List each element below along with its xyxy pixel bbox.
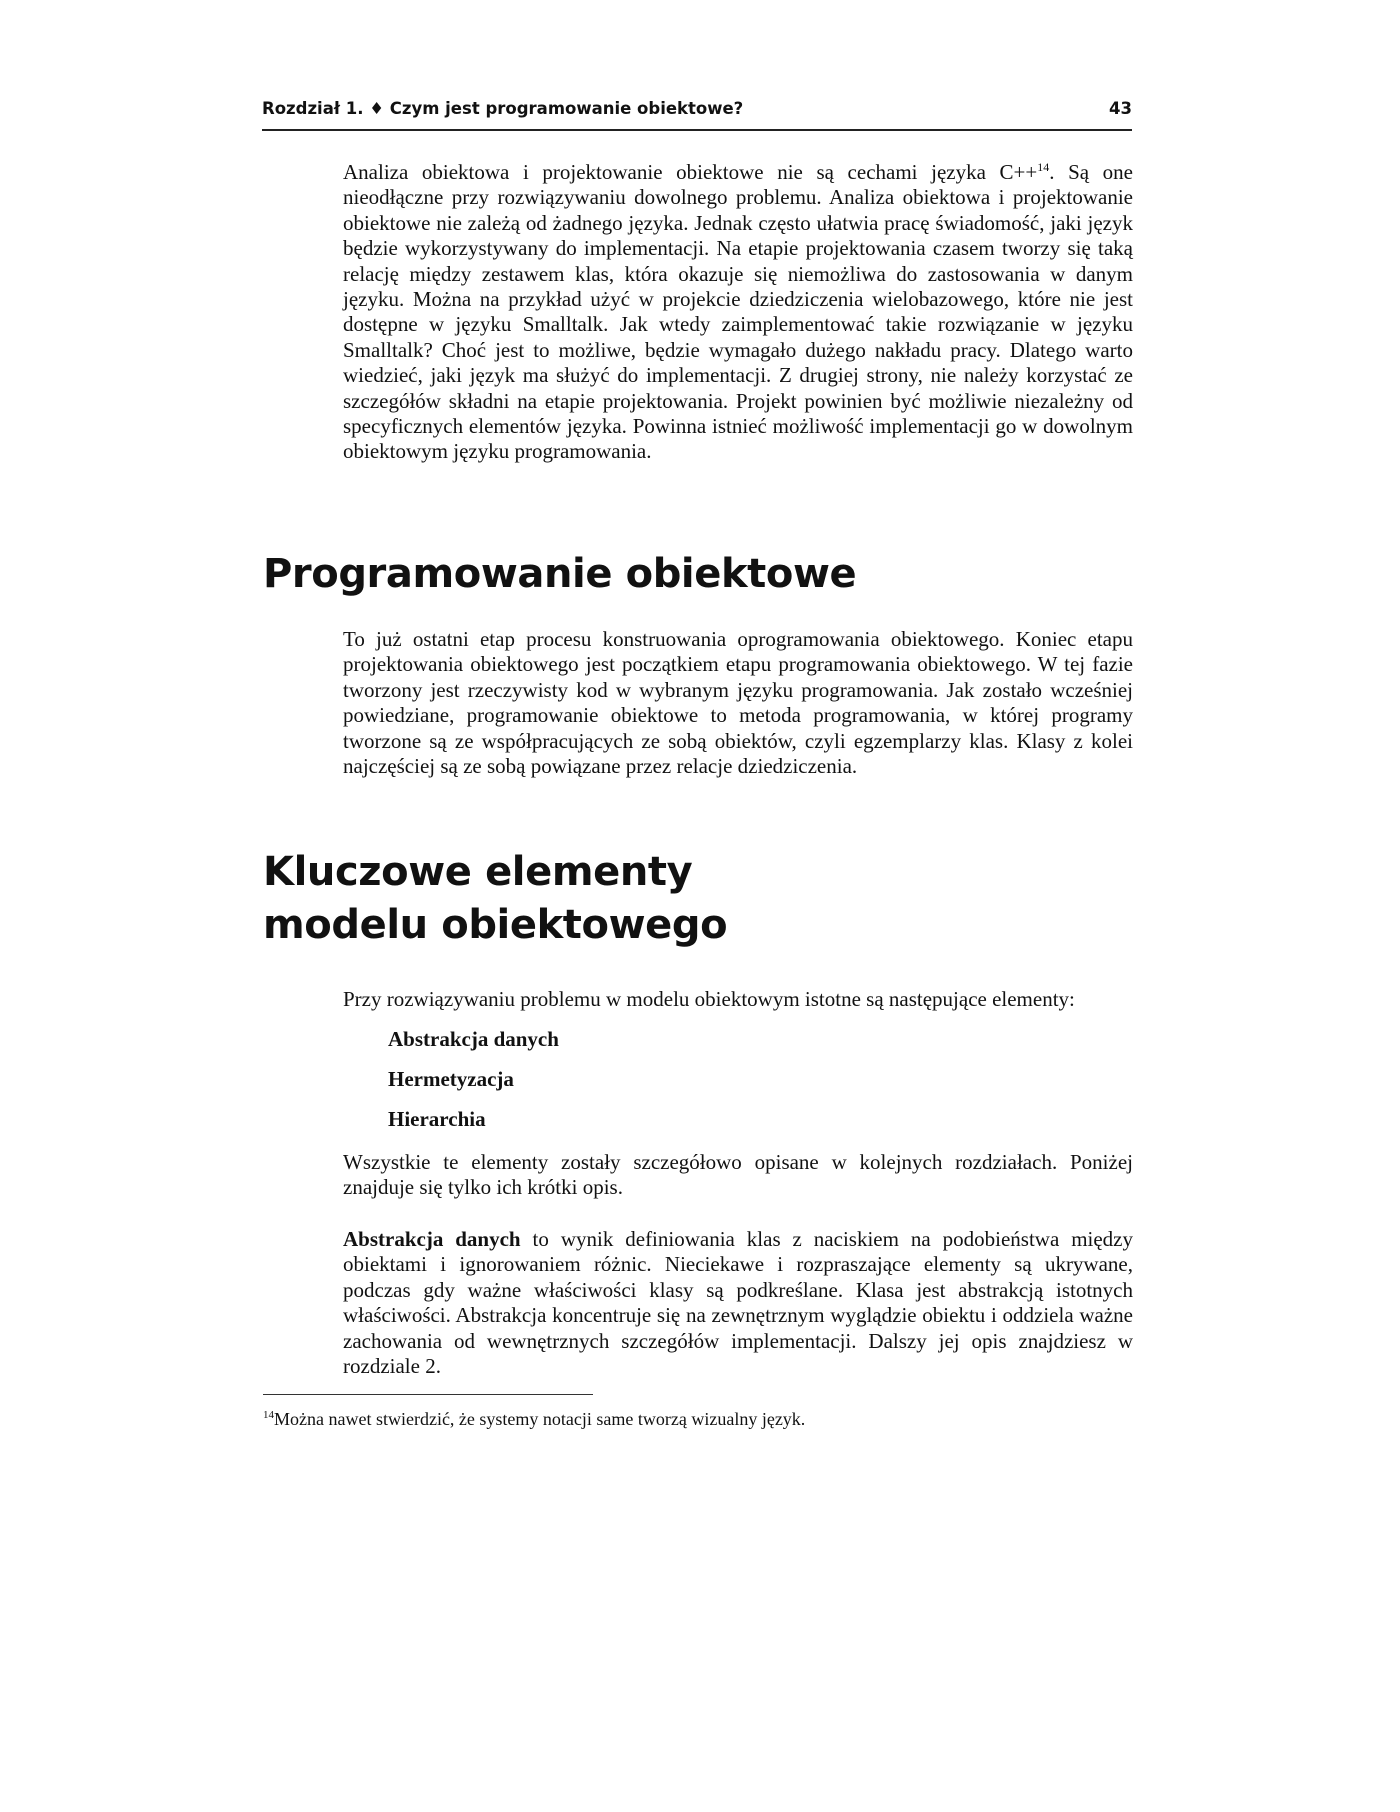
section1-text: To już ostatni etap procesu konstruowania oprogramowania obiektowego. Koniec etapu projektowania obiektowego jest początkiem etapu programowania obiektowego. W tej fazie tworzony jest rzeczywisty kod w wybranym języku programowania. Jak zostało wcześniej powiedziane, programowanie obiektowe to metoda programowania, w której programy tworzone są ze współpracujących ze sobą obiektów, czyli egzemplarzy klas. Klasy z kolei najczęściej są ze sobą powiązane przez relacje dziedziczenia. [343,627,1133,779]
abstraction-paragraph [343,1227,1133,1379]
intro-text-start: Analiza obiektowa i projektowanie obiektowe nie są cechami języka C++ [343,160,1038,184]
section-heading-programowanie: Programowanie obiektowe [263,551,857,597]
list-item: Hierarchia [388,1107,486,1131]
footnote-text: Można nawet stwierdzić, że systemy notacji same tworzą wizualny język. [274,1409,806,1429]
footnote-reference[interactable]: 14 [1037,160,1050,174]
section-heading-kluczowe [263,846,727,952]
section1-paragraph [343,627,1133,779]
page-number: 43 [1109,99,1132,118]
intro-paragraph [343,160,1133,465]
footnote [263,1408,1133,1430]
footnote-number: 14 [263,1409,274,1421]
footnote-divider [263,1394,593,1395]
elements-lead [343,987,1133,1012]
elements-lead-text: Przy rozwiązywaniu problemu w modelu obiektowym istotne są następujące elementy: [343,987,1075,1011]
list-item: Hermetyzacja [388,1067,514,1091]
heading-line-2: modelu obiektowego [263,902,728,948]
summary-paragraph [343,1150,1133,1201]
chapter-title: Rozdział 1. ♦ Czym jest programowanie obiektowe? [262,99,744,118]
intro-text-end: . Są one nieodłączne przy rozwiązywaniu dowolnego problemu. Analiza obiektowa i projektowanie obiektowe nie zależą od żadnego języka. Jednak często ułatwia pracę świadomość, jaki język będzie wykorzystywany do implementacji. Na etapie projektowania czasem tworzy się taką relację między zestawem klas, która okazuje się niemożliwa do zastosowania w danym języku. Można na przykład użyć w projekcie dziedziczenia wielobazowego, które nie jest dostępne w języku Smalltalk. Jak wtedy zaimplementować takie rozwiązanie w języku Smalltalk? Choć jest to możliwe, będzie wymagało dużego nakładu pracy. Dlatego warto wiedzieć, jaki język ma służyć do implementacji. Z drugiej strony, nie należy korzystać ze szczegółów składni na etapie projektowania. Projekt powinien być możliwie niezależny od specyficznych elementów języka. Powinna istnieć możliwość implementacji go w dowolnym obiektowym języku programowania. [343,160,1133,464]
list-item: Abstrakcja danych [388,1027,559,1051]
abstraction-term: Abstrakcja danych [343,1227,521,1251]
abstraction-text: to wynik definiowania klas z naciskiem na podobieństwa między obiektami i ignorowaniem różnic. Nieciekawe i rozpraszające elementy są ukrywane, podczas gdy ważne właściwości klasy są podkreślane. Klasa jest abstrakcją istotnych właściwości. Abstrakcja koncentruje się na zewnętrznym wyglądzie obiektu i oddziela ważne zachowania od wewnętrznych szczegółów implementacji. Dalszy jej opis znajdziesz w rozdziale 2. [343,1227,1134,1379]
heading-line-1: Kluczowe elementy [263,849,693,895]
running-header [262,99,1132,131]
summary-text: Wszystkie te elementy zostały szczegółowo opisane w kolejnych rozdziałach. Poniżej znajduje się tylko ich krótki opis. [343,1150,1133,1200]
